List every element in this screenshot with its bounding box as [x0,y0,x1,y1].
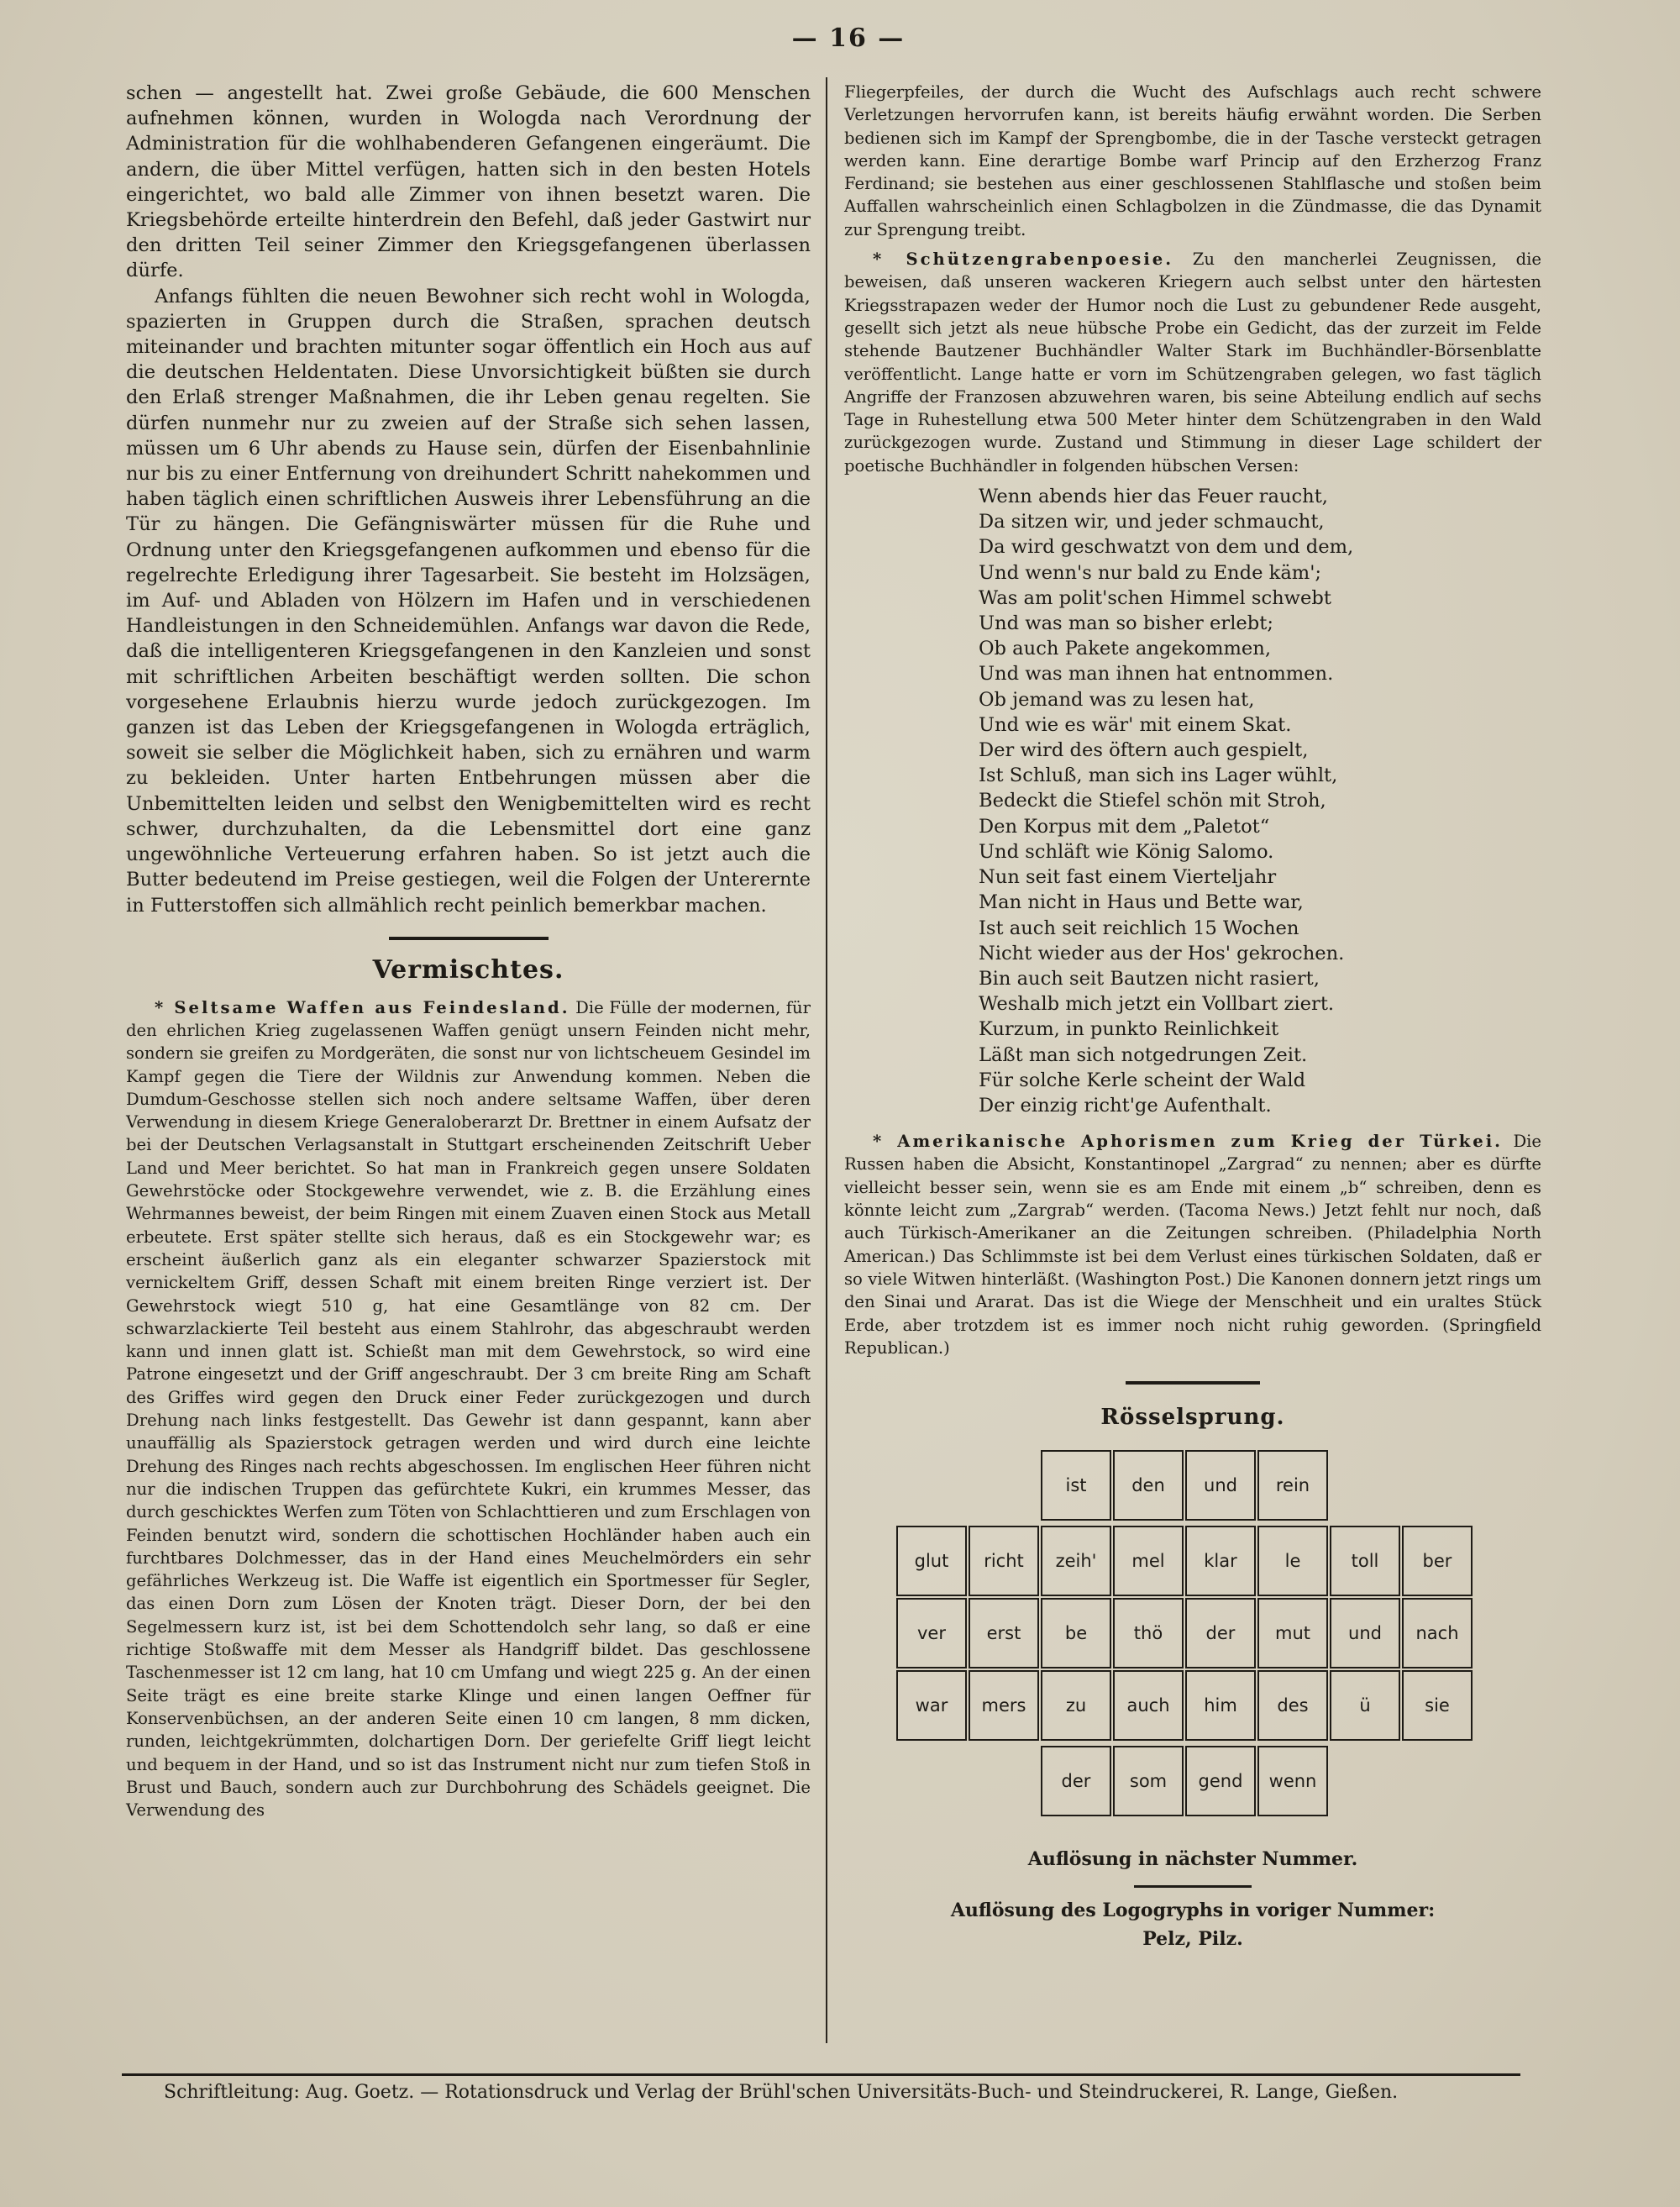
article-flieger: Fliegerpfeiles, der durch die Wucht des Aufschlags auch recht schwere Verletzungen hervorrufen kann, ist bereits häufig erwähnt worden. Die Serben bedienen sich im Kampf der Sprengbombe, die in der Tasche versteckt getragen werden kann. Eine derartige Bombe warf Princip auf den Erzherzog Franz Ferdinand; sie bestehen aus einer geschlossenen Stahlflasche und stoßen beim Auffallen wahrscheinlich einen Schlagbolzen in die Zündmasse, die das Dynamit zur Sprengung treibt. [844,82,1541,239]
previous-solution: Pelz, Pilz. [1142,1928,1243,1951]
poem-line: Und wenn's nur bald zu Ende käm'; [979,561,1322,584]
article-text: Zu den mancherlei Zeugnissen, die beweisen, daß unseren wackeren Kriegern auch selbst unter den härtesten Kriegsstrapazen weder der Humor noch die Lust zu gebundener Rede ausgeht, gesellt sich jetzt als neue hübsche Probe ein Gedicht, das der zurzeit im Felde stehende Bautzener Buchhändler Walter Stark im Buchhändler-Börsenblatte veröffentlicht. Lange hatte er vorn im Schützengraben gelegen, wo fast täglich Angriffe der Franzosen abzuwehren waren, bis seine Abteilung endlich auf sechs Tage in Ruhestellung etwa 500 Meter hinter dem Schützengraben in den Wald zurückgezogen wurde. Zustand und Stimmung in dieser Lage schildert der poetische Buchhändler in folgenden hübschen Versen: [844,250,1541,476]
puzzle-cell: und [1185,1450,1256,1521]
puzzle-cell: toll [1330,1526,1400,1596]
poem-line: Nun seit fast einem Vierteljahr [979,866,1277,889]
section-divider [1126,1381,1260,1385]
puzzle-cell: auch [1113,1670,1184,1741]
poem-line: Der einzig richt'ge Aufenthalt. [979,1094,1272,1117]
puzzle-cell: thö [1113,1598,1184,1668]
poem-line: Und schläft wie König Salomo. [979,840,1274,863]
poem-line: Und was man so bisher erlebt; [979,612,1273,635]
article-paragraph: Anfangs fühlten die neuen Bewohner sich recht wohl in Wologda, spazierten in Gruppen durch die Straßen, sprachen deutsch miteinander und brachten mitunter sogar öffentlich ein Hoch aus auf die deutschen Heldentaten. Diese Unvorsichtigkeit büßten sie durch den Erlaß strenger Maßnahmen, die ihr Leben genau regelten. Sie dürfen nunmehr nur zu zweien auf der Straße sich sehen lassen, müssen um 6 Uhr abends zu Hause sein, dürfen der Eisenbahnlinie nur bis zu einer Entfernung von dreihundert Schritt nahekommen und haben täglich einen schriftlichen Ausweis ihrer Lebensführung an die Tür zu hängen. Die Gefängniswärter müssen für die Ruhe und Ordnung unter den Kriegsgefangenen aufkommen und ebenso für die regelrechte Erledigung ihrer Tagesarbeit. Sie besteht im Holzsägen, im Auf- und Abladen von Hölzern im Hafen und in verschiedenen Handleistungen in den Schneidemühlen. Anfangs war davon die Rede, daß die intelligenteren Kriegsgefangenen in den Kanzleien und sonst mit schriftlichen Arbeiten beschäftigt werden sollten. Die schon vorgesehene Erlaubnis hierzu wurde jedoch zurückgezogen. Im ganzen ist das Leben der Kriegsgefangenen in Wologda erträglich, soweit sie selber die Möglichkeit haben, sich zu ernähren und warm zu bekleiden. Unter harten Entbehrungen müssen aber die Unbemittelten leiden und selbst den Wenigbemittelten wird es recht schwer, durchzuhalten, da die Lebensmittel dort eine ganz ungewöhnliche Verteuerung erfahren haben. So ist jetzt auch die Butter bedeutend im Preise gestiegen, weil die Folgen der Unterernte in Futterstoffen sich allmählich recht peinlich bemerkbar machen. [126,285,811,917]
poem-line: Bin auch seit Bautzen nicht rasiert, [979,967,1320,990]
article-heading: * Schützengrabenpoesie. [873,250,1174,270]
article-seltsame-waffen [126,996,811,1822]
puzzle-title: Rösselsprung. [1100,1405,1285,1431]
puzzle-cell: klar [1185,1526,1256,1596]
poem-line: Da wird geschwatzt von dem und dem, [979,536,1354,559]
poem-line: Nicht wieder aus der Hos' gekrochen. [979,942,1345,964]
puzzle-cell: zeih' [1041,1526,1111,1596]
poem-line: Ob auch Pakete angekommen, [979,638,1272,660]
article-schuetzengrabenpoesie [844,248,1541,477]
puzzle-cell: mut [1257,1598,1328,1668]
puzzle-cell: ver [896,1598,967,1668]
section-title: Vermischtes. [372,954,564,985]
previous-solution-label: Auflösung des Logogryphs in voriger Nummer: [950,1900,1436,1922]
poem-line: Weshalb mich jetzt ein Vollbart ziert. [979,993,1335,1016]
page-number: — 16 — [791,24,906,53]
article-amerikanische-aphorismen [844,1130,1541,1359]
puzzle-cell: der [1041,1746,1111,1816]
poem-line: Wenn abends hier das Feuer raucht, [979,486,1328,508]
poem-line: Was am polit'schen Himmel schwebt [979,586,1331,609]
puzzle-cell: gend [1185,1746,1256,1816]
puzzle-cell: ist [1041,1450,1111,1521]
puzzle-solution-note: Auflösung in nächster Nummer. [1027,1848,1358,1871]
puzzle-cell: zu [1041,1670,1111,1741]
column-divider [826,77,827,2043]
poem-line: Den Korpus mit dem „Paletot“ [979,815,1270,838]
article-heading: * Amerikanische Aphorismen zum Krieg der Türkei. [873,1132,1504,1152]
puzzle-cell: som [1113,1746,1184,1816]
article-text: Die Fülle der modernen, für den ehrlichen Krieg zugelassenen Waffen genügt unsern Feinden nicht mehr, sondern sie greifen zu Mordgeräten, die sonst nur von lichtscheuem Gesindel im Kampf gegen die Tiere der Wildnis zur Anwendung kommen. Neben die Dumdum-Geschosse stellen sich noch andere seltsame Waffen, über deren Verwendung in diesem Kriege Generaloberarzt Dr. Brettner in einem Aufsatz der bei der Deutschen Verlagsanstalt in Stuttgart erscheinenden Zeitschrift Ueber Land und Meer berichtet. So hat man in Frankreich gegen unsere Soldaten Gewehrstöcke oder Stockgewehre verwendet, wie z. B. die Erzählung eines Wehrmannes beweist, der beim Ringen mit einem Zuaven einen Stock aus Metall erbeutete. Erst später stellte sich heraus, daß es ein Stockgewehr war; es erscheint äußerlich ganz als ein eleganter schwarzer Spazierstock mit vernickeltem Griff, dessen Schaft mit einem breiten Ringe verziert ist. Der Gewehrstock wiegt 510 g, hat eine Gesamtlänge von 82 cm. Der schwarzlackierte Teil besteht aus einem Stahlrohr, das abgeschraubt werden kann und innen glatt ist. Schießt man mit dem Gewehrstock, so wird eine Patrone eingesetzt und der Griff angeschraubt. Der 3 cm breite Ring am Schaft des Griffes wird gegen den Druck einer Feder zurückgezogen und durch Drehung nach links festgestellt. Das Gewehr ist dann gespannt, kann aber unauffällig als Spazierstock getragen werden und wird durch eine leichte Drehung des Ringes nach rechts abgeschossen. Im englischen Heer führen nicht nur die indischen Truppen das gefürchtete Kukri, ein krummes Messer, das durch geschicktes Werfen zum Töten von Schlachttieren und zum Erschlagen von Feinden benutzt wird, sondern die schottischen Hochländer haben auch ein furchtbares Dolchmesser, das in der Hand eines Meuchelmörders ein sehr gefährliches Werkzeug ist. Die Waffe ist eigentlich ein Sportmesser für Segler, das einen Dorn zum Lösen der Knoten trägt. Dieser Dorn, der bei den Segelmessern kurz ist, ist bei dem Schottendolch sehr lang, so daß er eine richtige Stoßwaffe mit dem Messer als Handgriff bildet. Das geschlossene Taschenmesser ist 12 cm lang, hat 10 cm Umfang und wiegt 225 g. An der einen Seite trägt es eine breite starke Klinge und einen langen Oeffner für Konservenbüchsen, an der anderen Seite einen 10 cm langen, 8 mm dicken, runden, leichtgekrümmten, dolchartigen Dorn. Der geriefelte Griff liegt leicht und bequem in der Hand, und so ist das Instrument nicht nur zum tiefen Stoß in Brust und Bauch, sondern auch zur Durchbohrung des Schädels geeignet. Die Verwendung des [126,997,811,1821]
footer-divider [122,2073,1520,2076]
article-text: Die Russen haben die Absicht, Konstantinopel „Zargrad“ zu nennen; aber es dürfte vielleicht besser sein, wenn sie es am Ende mit einem „b“ schreiben, denn es könnte leicht zum „Zargrab“ werden. (Tacoma News.) Jetzt fehlt nur noch, daß auch Türkisch-Amerikaner an die Zeitungen schreiben. (Philadelphia North American.) Das Schlimmste ist bei dem Verlust eines türkischen Soldaten, daß er so viele Witwen hinterläßt. (Washington Post.) Die Kanonen donnern jetzt rings um den Sinai und Ararat. Das ist die Wiege der Menschheit und ein uraltes Stück Erde, aber trotzdem ist es immer noch nicht ruhig geworden. (Springfield Republican.) [844,1132,1542,1358]
puzzle-cell: des [1257,1670,1328,1741]
knight-move-puzzle-grid [896,1450,1476,1833]
puzzle-cell: der [1185,1598,1256,1668]
article-continuation: schen — angestellt hat. Zwei große Gebäude, die 600 Menschen aufnehmen können, wurden in Wologda nach Verordnung der Administration für die wohlhabenderen Gefangenen eingeräumt. Die andern, die über Mittel verfügen, hatten sich in den besten Hotels eingerichtet, wo bald alle Zimmer von ihnen besetzt waren. Die Kriegsbehörde erteilte hinterdrein den Befehl, daß jeder Gastwirt nur den dritten Teil seiner Zimmer den Kriegsgefangenen überlassen dürfe. [126,82,811,282]
poem-line: Bedeckt die Stiefel schön mit Stroh, [979,790,1326,812]
poem-line: Und wie es wär' mit einem Skat. [979,713,1292,736]
poem-line: Da sitzen wir, und jeder schmaucht, [979,511,1325,533]
left-column [126,81,811,1821]
poem-line: Ob jemand was zu lesen hat, [979,688,1255,711]
puzzle-cell: ü [1330,1670,1400,1741]
poem-line: Läßt man sich notgedrungen Zeit. [979,1043,1308,1066]
puzzle-cell: richt [969,1526,1039,1596]
poem-line: Kurzum, in punkto Reinlichkeit [979,1018,1279,1041]
puzzle-cell: glut [896,1526,967,1596]
puzzle-cell: erst [969,1598,1039,1668]
puzzle-cell: wenn [1257,1746,1328,1816]
puzzle-cell: und [1330,1598,1400,1668]
poem-line: Der wird des öftern auch gespielt, [979,739,1309,762]
puzzle-cell: rein [1257,1450,1328,1521]
puzzle-cell: le [1257,1526,1328,1596]
article-heading: * Seltsame Waffen aus Feindesland. [155,997,570,1017]
puzzle-cell: war [896,1670,967,1741]
puzzle-cell: sie [1402,1670,1473,1741]
puzzle-cell: him [1185,1670,1256,1741]
footer-imprint: Schriftleitung: Aug. Goetz. — Rotationsdruck und Verlag der Brühl'schen Universitäts-Buch- und Steindruckerei, R. Lange, Gießen. [164,2082,1399,2103]
poem-line: Ist auch seit reichlich 15 Wochen [979,917,1299,939]
poem [979,484,1541,1118]
puzzle-cell: nach [1402,1598,1473,1668]
puzzle-cell: den [1113,1450,1184,1521]
right-column [844,81,1541,1953]
poem-line: Für solche Kerle scheint der Wald [979,1069,1306,1091]
puzzle-cell: mel [1113,1526,1184,1596]
puzzle-cell: mers [969,1670,1039,1741]
poem-line: Man nicht in Haus und Bette war, [979,891,1304,914]
section-divider [389,937,549,940]
poem-line: Ist Schluß, man sich ins Lager wühlt, [979,765,1338,787]
puzzle-cell: be [1041,1598,1111,1668]
poem-line: Und was man ihnen hat entnommen. [979,663,1334,686]
puzzle-cell: ber [1402,1526,1473,1596]
